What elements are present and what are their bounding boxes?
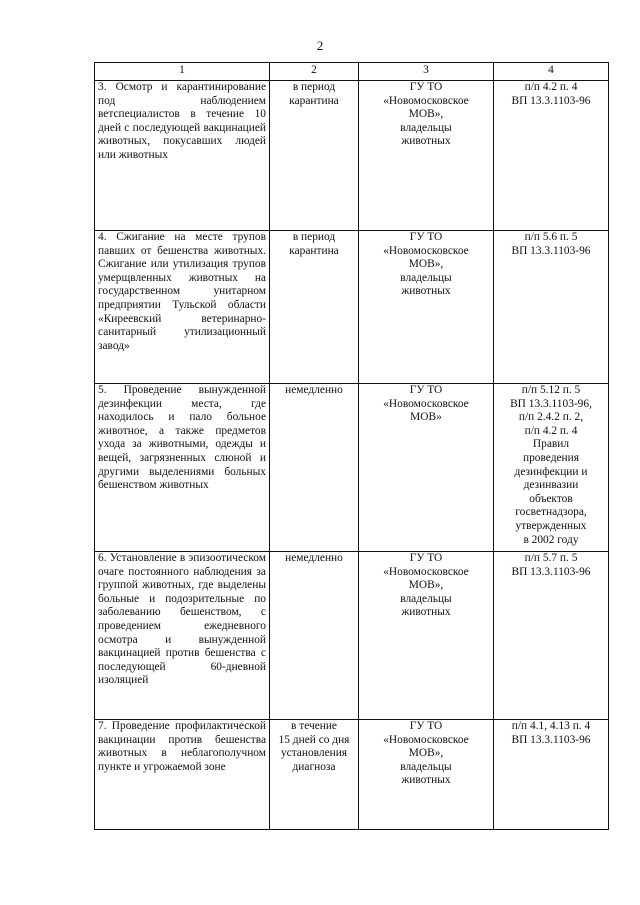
action-cell: 6. Установление в эпизоотическом очаге постоянного наблюдения за группой животных, где выделены больные и подозрительные по заболеванию бешенством, с проведением ежедневного осмотра и вынужденной вакцинацией против бешенства с последующей 60-дневной изоляцией — [95, 552, 270, 720]
column-header: 4 — [494, 63, 609, 81]
term-cell: в течение 15 дней со дня установления диагноза — [270, 720, 359, 830]
term-cell: в период карантина — [270, 231, 359, 384]
measures-table — [94, 62, 609, 830]
table-row — [95, 81, 609, 231]
basis-cell: п/п 4.2 п. 4 ВП 13.3.1103-96 — [494, 81, 609, 231]
basis-cell: п/п 4.1, 4.13 п. 4 ВП 13.3.1103-96 — [494, 720, 609, 830]
table-row — [95, 384, 609, 552]
table-header-row — [95, 63, 609, 81]
table-row — [95, 552, 609, 720]
basis-cell: п/п 5.6 п. 5 ВП 13.3.1103-96 — [494, 231, 609, 384]
responsible-cell: ГУ ТО «Новомосковское МОВ», владельцы животных — [359, 231, 494, 384]
action-cell: 4. Сжигание на месте трупов павших от бешенства животных. Сжигание или утилизация трупов умерщвленных животных на государственном унитарном предприятии Тульской области «Киреевский ветеринарно-санитарный утилизационный завод» — [95, 231, 270, 384]
column-header: 2 — [270, 63, 359, 81]
action-cell: 5. Проведение вынужденной дезинфекции места, где находилось и пало больное животное, а также предметов ухода за животными, одежды и вещей, загрязненных слюной и другими выделениями больных бешенством животных — [95, 384, 270, 552]
responsible-cell: ГУ ТО «Новомосковское МОВ», владельцы животных — [359, 81, 494, 231]
term-cell: немедленно — [270, 384, 359, 552]
column-header: 1 — [95, 63, 270, 81]
table-row — [95, 720, 609, 830]
responsible-cell: ГУ ТО «Новомосковское МОВ», владельцы животных — [359, 720, 494, 830]
basis-cell: п/п 5.7 п. 5 ВП 13.3.1103-96 — [494, 552, 609, 720]
term-cell: в период карантина — [270, 81, 359, 231]
responsible-cell: ГУ ТО «Новомосковское МОВ» — [359, 384, 494, 552]
page-number: 2 — [316, 38, 324, 53]
column-header: 3 — [359, 63, 494, 81]
table-row — [95, 231, 609, 384]
action-cell: 3. Осмотр и карантинирование под наблюдением ветспециалистов в течение 10 дней с последующей вакцинацией животных, покусавших людей или животных — [95, 81, 270, 231]
term-cell: немедленно — [270, 552, 359, 720]
responsible-cell: ГУ ТО «Новомосковское МОВ», владельцы животных — [359, 552, 494, 720]
basis-cell: п/п 5.12 п. 5 ВП 13.3.1103-96, п/п 2.4.2 п. 2, п/п 4.2 п. 4 Правил проведения дезинфекции и дезинвазии объектов госветнадзора, утвержденных в 2002 году — [494, 384, 609, 552]
action-cell: 7. Проведение профилактической вакцинации против бешенства животных в неблагополучном пункте и угрожаемой зоне — [95, 720, 270, 830]
